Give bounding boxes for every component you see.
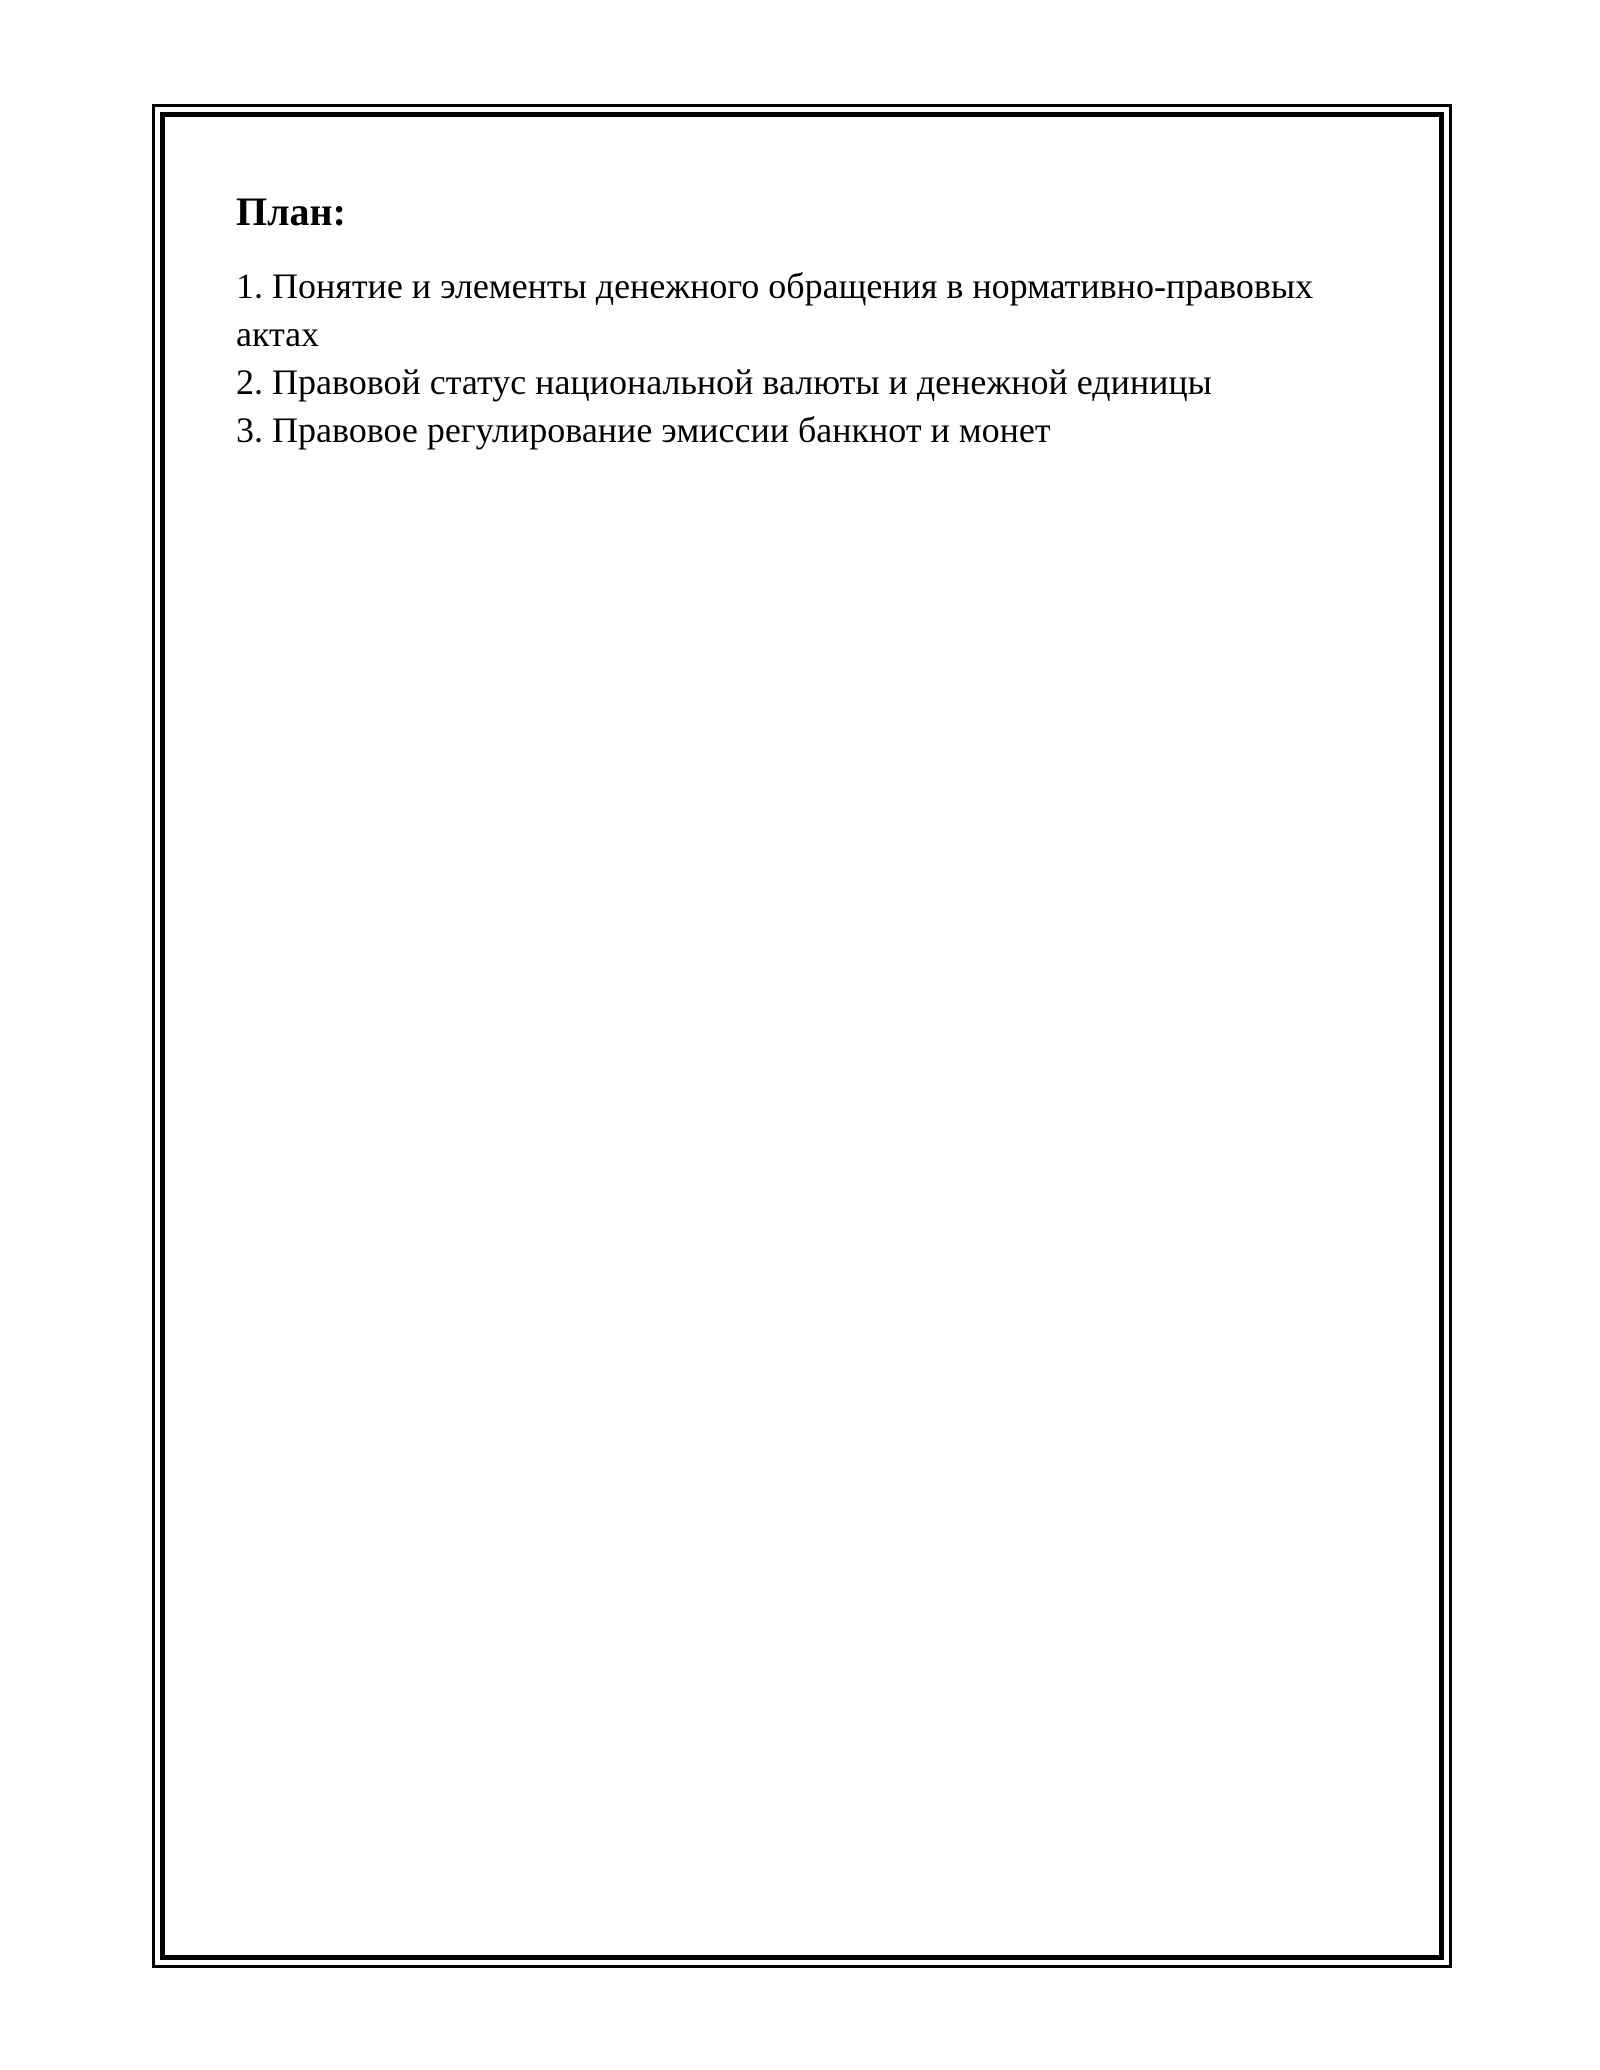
plan-item-3: 3. Правовое регулирование эмиссии банкнот и монет — [236, 410, 1051, 450]
plan-item-2: 2. Правовой статус национальной валюты и денежной единицы — [236, 362, 1212, 402]
plan-list — [236, 262, 1376, 454]
plan-item-1: 1. Понятие и элементы денежного обращения в нормативно-правовых актах — [236, 266, 1314, 354]
page-content — [236, 188, 1376, 454]
plan-title: План: — [236, 189, 346, 234]
